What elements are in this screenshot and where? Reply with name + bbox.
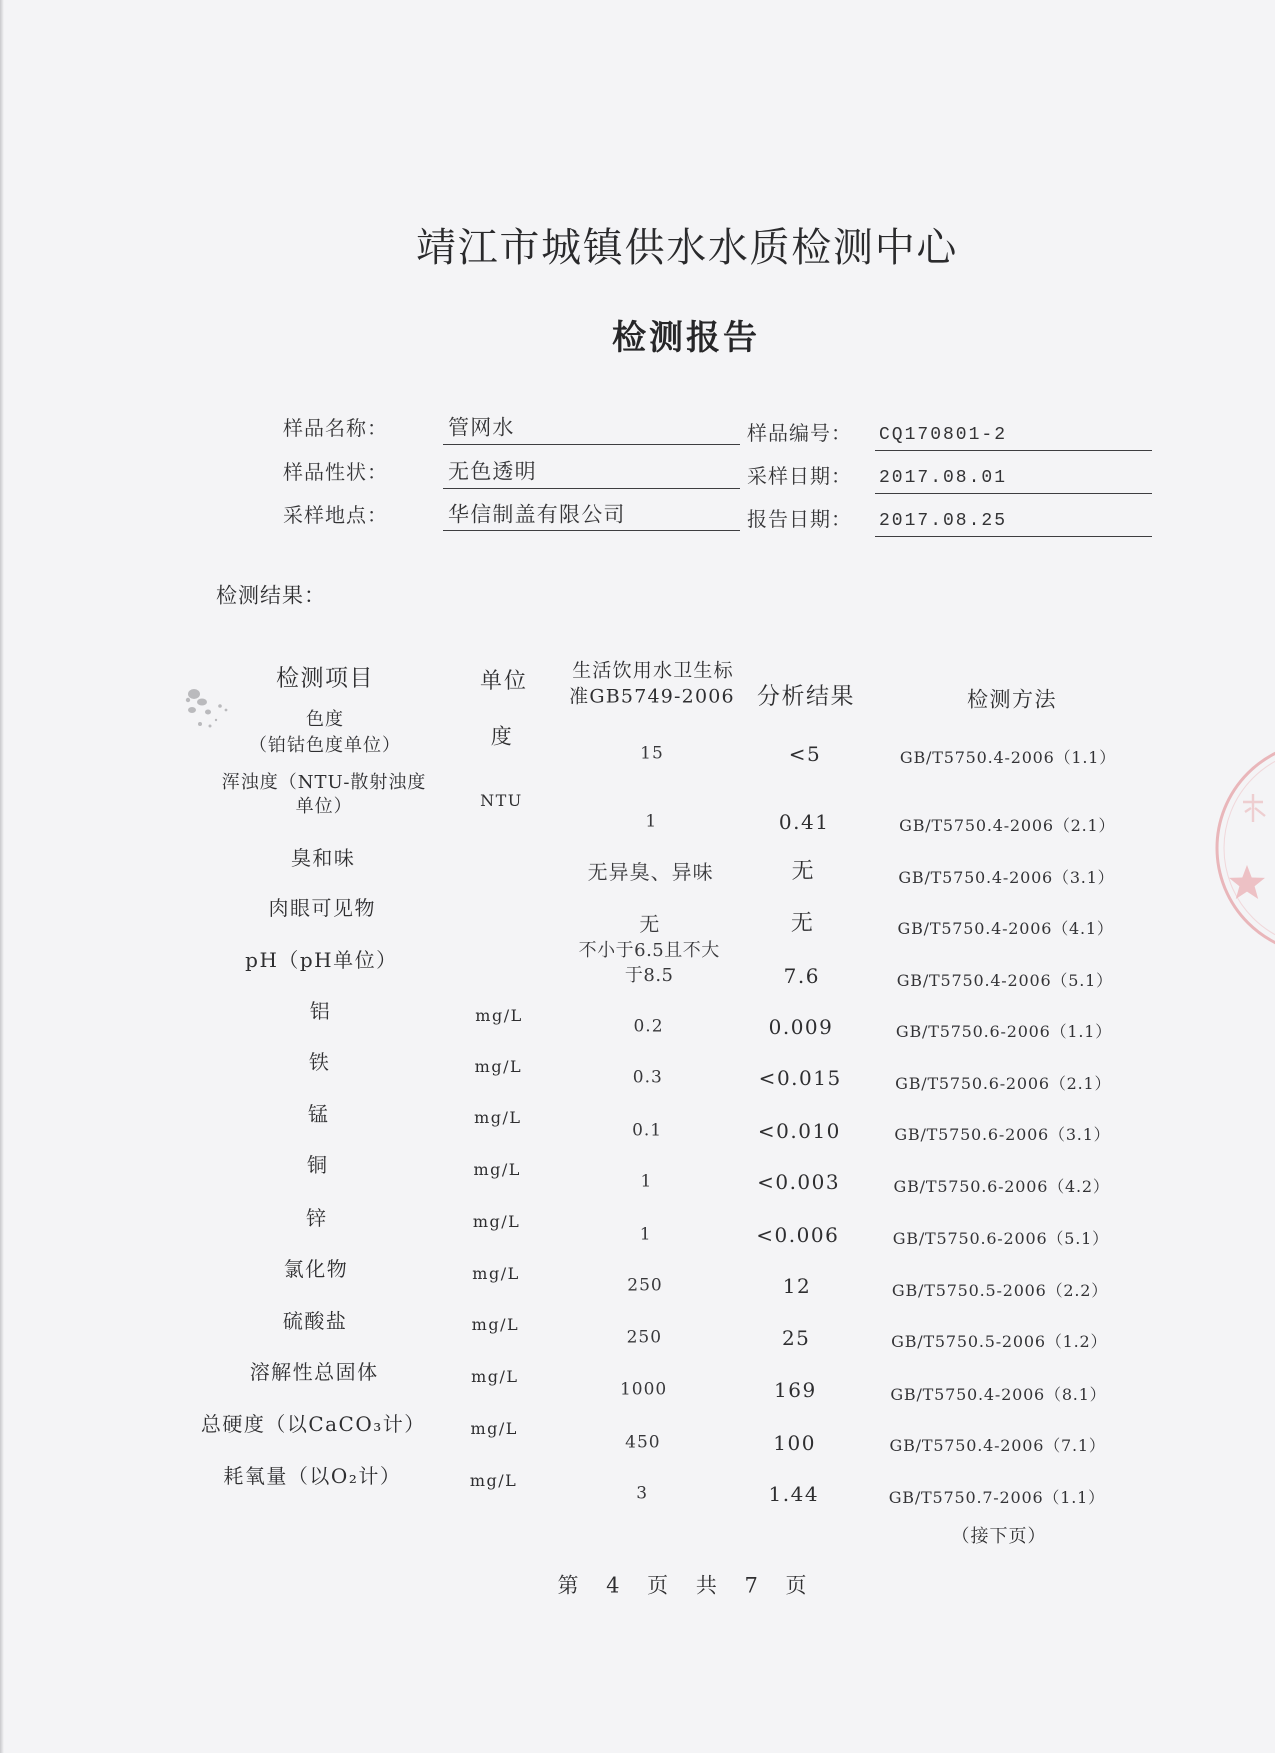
unit-value: 度 — [490, 724, 514, 749]
test-method: GB/T5750.4-2006（1.1） — [899, 748, 1117, 767]
item-name: pH（pH单位） — [245, 948, 398, 972]
continued-note: （接下页） — [951, 1526, 1047, 1547]
sample-id-value: CQ170801-2 — [879, 425, 1008, 445]
test-method: GB/T5750.4-2006（2.1） — [899, 816, 1116, 835]
standard-limit: 450 — [625, 1432, 661, 1453]
column-header-result: 分析结果 — [757, 683, 855, 710]
organization-title: 靖江市城镇供水水质检测中心 — [416, 225, 959, 271]
sampling-location-label: 采样地点： — [283, 503, 388, 527]
standard-limit: 无 — [639, 912, 661, 936]
sampling-date-underline — [875, 493, 1152, 494]
red-seal-stamp-icon — [1205, 750, 1275, 950]
standard-limit: 无异臭、异味 — [587, 860, 714, 884]
test-method: GB/T5750.5-2006（2.2） — [891, 1281, 1109, 1300]
result-value: 100 — [773, 1431, 816, 1455]
item-name: 耗氧量（以O₂计） — [223, 1464, 402, 1488]
unit-value: mg/L — [471, 1315, 520, 1334]
test-method: GB/T5750.4-2006（5.1） — [896, 971, 1113, 990]
report-date-label: 报告日期： — [747, 507, 852, 531]
column-header-method: 检测方法 — [967, 687, 1057, 712]
result-value: 0.41 — [778, 810, 830, 834]
standard-limit: 0.2 — [633, 1016, 664, 1037]
unit-value: mg/L — [475, 1006, 523, 1025]
column-header-standard-line1: 生活饮用水卫生标 — [572, 659, 734, 682]
report-title: 检测报告 — [612, 318, 760, 358]
item-name: 铁 — [308, 1050, 331, 1074]
test-method: GB/T5750.6-2006（3.1） — [894, 1125, 1111, 1144]
item-name: 色度 — [306, 709, 344, 730]
item-name: 锌 — [306, 1206, 328, 1230]
column-header-unit: 单位 — [479, 669, 529, 694]
test-method: GB/T5750.4-2006（7.1） — [889, 1436, 1106, 1455]
unit-value: mg/L — [471, 1367, 519, 1386]
sampling-location-value: 华信制盖有限公司 — [448, 502, 626, 527]
standard-limit: 250 — [626, 1327, 663, 1348]
standard-limit: 0.1 — [632, 1120, 663, 1141]
test-method: GB/T5750.6-2006（1.1） — [895, 1022, 1113, 1041]
standard-limit: 15 — [640, 743, 664, 764]
standard-limit: 不小于6.5且不大 — [578, 940, 720, 961]
result-value: <0.015 — [758, 1066, 842, 1090]
sample-id-underline — [875, 450, 1152, 451]
result-value: 1.44 — [768, 1482, 820, 1506]
item-name: 肉眼可见物 — [268, 896, 377, 920]
page-indicator: 第 4 页 共 7 页 — [557, 1573, 807, 1598]
sample-id-label: 样品编号： — [747, 421, 852, 445]
standard-limit: 250 — [627, 1275, 663, 1296]
sampling-date-value: 2017.08.01 — [879, 468, 1008, 488]
item-name: 总硬度（以CaCO₃计） — [200, 1412, 426, 1436]
item-name: 锰 — [307, 1102, 330, 1126]
result-value: 169 — [774, 1378, 817, 1402]
standard-limit: 1000 — [619, 1379, 668, 1400]
test-method: GB/T5750.7-2006（1.1） — [888, 1488, 1105, 1507]
result-value: 无 — [790, 911, 815, 936]
test-method: GB/T5750.4-2006（8.1） — [890, 1385, 1107, 1404]
item-name: （铂钴色度单位） — [249, 735, 401, 756]
item-name: 浑浊度（NTU-散射浊度 — [221, 772, 427, 793]
result-value: 12 — [782, 1274, 812, 1298]
unit-value: NTU — [480, 791, 523, 810]
report-date-value: 2017.08.25 — [879, 511, 1008, 531]
test-method: GB/T5750.6-2006（2.1） — [895, 1074, 1112, 1093]
result-value: 25 — [781, 1326, 811, 1350]
sample-appearance-underline — [443, 488, 740, 489]
unit-value: mg/L — [473, 1160, 521, 1179]
result-value: 7.6 — [783, 964, 820, 988]
standard-limit: 于8.5 — [624, 965, 674, 986]
test-method: GB/T5750.6-2006（4.2） — [893, 1177, 1110, 1196]
standard-limit: 1 — [645, 811, 658, 832]
column-header-standard-line2: 准GB5749-2006 — [569, 685, 735, 708]
test-method: GB/T5750.5-2006（1.2） — [891, 1332, 1108, 1351]
standard-limit: 1 — [640, 1171, 653, 1192]
test-method: GB/T5750.4-2006（4.1） — [897, 919, 1114, 938]
sample-appearance-value: 无色透明 — [448, 459, 537, 484]
result-value: <0.006 — [756, 1223, 840, 1247]
unit-value: mg/L — [472, 1212, 521, 1231]
test-method: GB/T5750.4-2006（3.1） — [898, 868, 1115, 887]
sample-name-underline — [443, 444, 740, 445]
standard-limit: 3 — [636, 1483, 649, 1504]
standard-limit: 1 — [639, 1224, 652, 1245]
column-header-item: 检测项目 — [276, 665, 374, 692]
unit-value: mg/L — [472, 1264, 520, 1283]
item-name: 硫酸盐 — [282, 1309, 348, 1333]
sample-name-value: 管网水 — [448, 415, 515, 440]
item-name: 铝 — [309, 999, 332, 1023]
result-value: <0.003 — [757, 1170, 841, 1194]
item-name: 铜 — [307, 1153, 329, 1177]
unit-value: mg/L — [470, 1419, 518, 1438]
unit-value: mg/L — [469, 1471, 518, 1490]
item-name: 臭和味 — [290, 846, 356, 870]
item-name: 溶解性总固体 — [249, 1360, 379, 1384]
standard-limit: 0.3 — [632, 1067, 663, 1088]
sample-name-label: 样品名称： — [283, 416, 388, 440]
sampling-location-underline — [443, 530, 740, 531]
ink-smudge-icon — [180, 680, 240, 744]
results-heading: 检测结果： — [216, 583, 326, 608]
result-value: <0.010 — [757, 1119, 841, 1143]
sampling-date-label: 采样日期： — [747, 464, 852, 488]
sample-appearance-label: 样品性状： — [283, 460, 388, 484]
scan-edge-shadow — [0, 0, 4, 1753]
report-date-underline — [875, 536, 1152, 537]
item-name: 氯化物 — [283, 1257, 349, 1281]
test-method: GB/T5750.6-2006（5.1） — [892, 1229, 1109, 1248]
item-name: 单位） — [295, 796, 353, 817]
result-value: <5 — [788, 742, 822, 766]
result-value: 无 — [791, 859, 816, 884]
unit-value: mg/L — [474, 1108, 522, 1127]
result-value: 0.009 — [768, 1015, 834, 1039]
unit-value: mg/L — [474, 1057, 523, 1076]
